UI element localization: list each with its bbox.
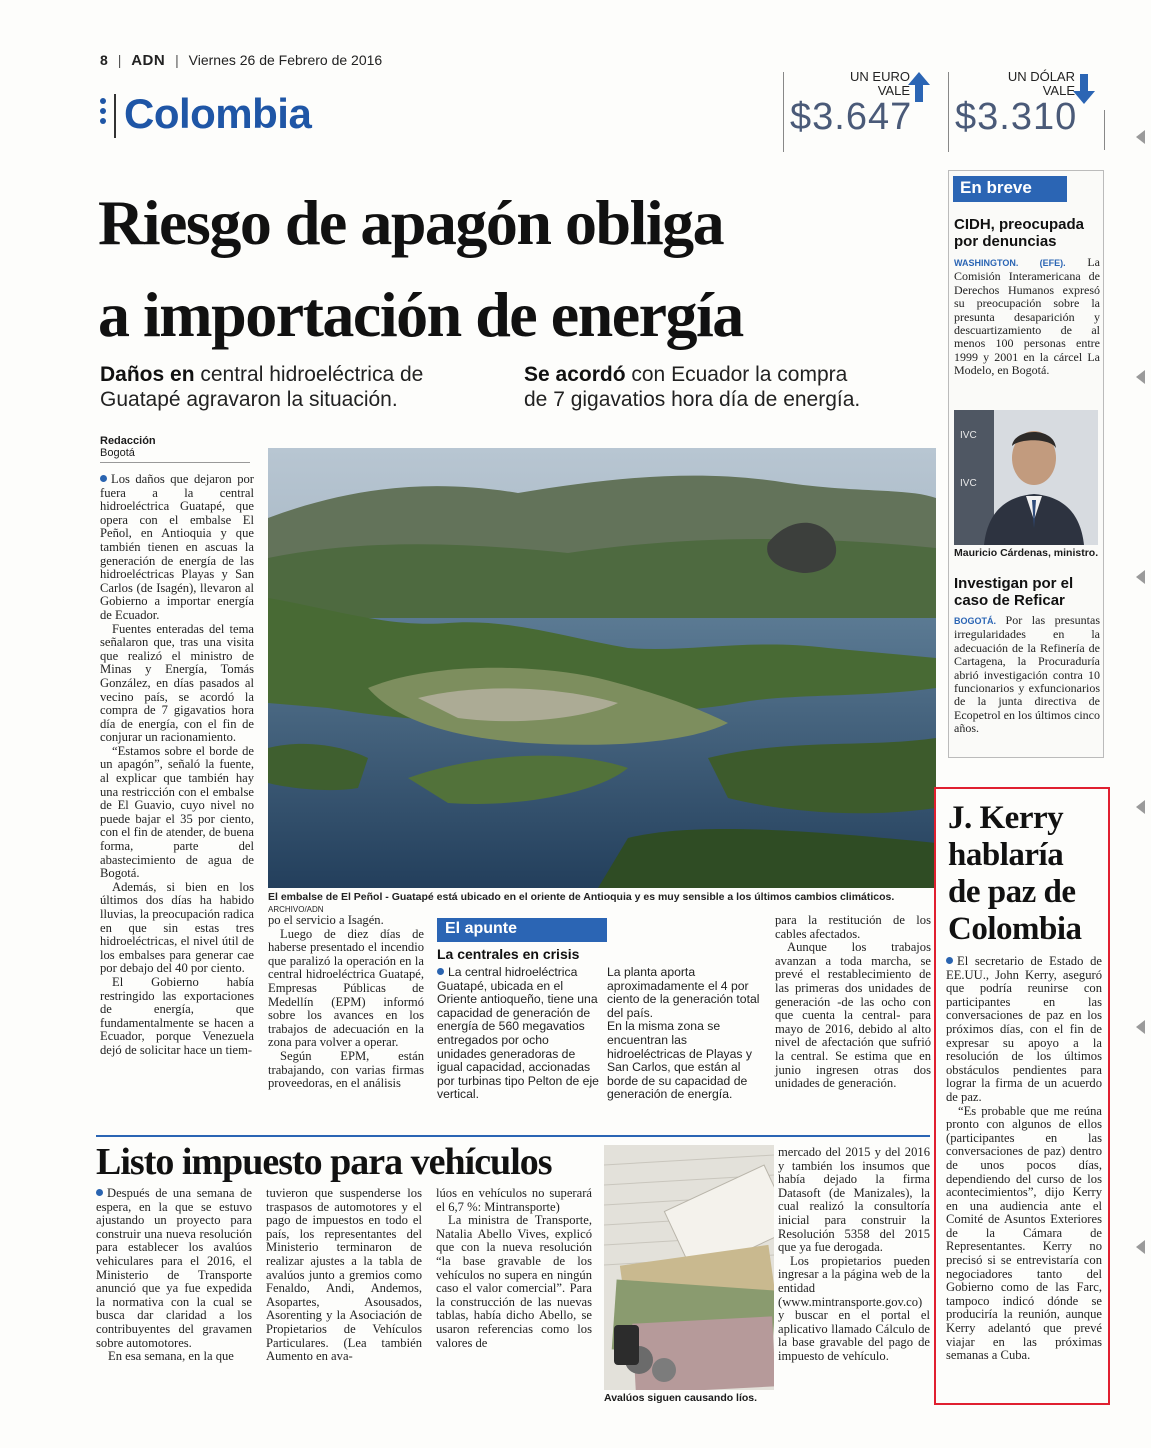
deck-1-line-2: Guatapé agravaron la situación. (100, 388, 398, 411)
apunte-title: La centrales en crisis (437, 946, 580, 962)
dollar-label: UN DÓLAR (1007, 69, 1075, 84)
section-title: Colombia (124, 90, 312, 137)
deck-2-rest: con Ecuador la compra (625, 363, 848, 386)
main-headline (98, 185, 948, 353)
paragraph: La ministra de Transporte, Natalia Abello Vives, explicó que con la nueva resolución “la base gravable de los vehículos no supera en ningún caso el valor comercial”. Para la construcción de las nuevas tablas, había dicho Abello, se usaron referencias como los valores de (436, 1213, 592, 1350)
deck-2-bold: Se acordó (524, 363, 626, 386)
svg-text:IVC: IVC (960, 430, 977, 441)
kerry-body (946, 955, 1102, 1363)
paragraph: Según EPM, están trabajando, con varias firmas proveedoras, en el análisis (268, 1048, 424, 1091)
page-edge-marker-icon (1136, 800, 1145, 814)
minister-photo-caption: Mauricio Cárdenas, ministro. (954, 547, 1099, 559)
apunte-column-b (607, 966, 761, 1102)
page-edge-marker-icon (1136, 570, 1145, 584)
paragraph: En esa semana, en la que (108, 1349, 234, 1364)
brief-item-1-text: WASHINGTON. (EFE). La Comisión Interamericana de Derechos Humanos expresó su preocupación sobre la presunta desaparición y descuartizamiento de al menos 100 personas entre 1999 y 2001 en la cárcel La Modelo, en Bogotá. (954, 255, 1100, 378)
paragraph: El Gobierno había restringido las exportaciones de energía, que fundamentalmente se hacen a Ecuador, porque Venezuela dejó de solicitar hace un tiem- (100, 974, 254, 1057)
brief-item-2-title: Investigan por el caso de Reficar (954, 575, 1074, 609)
dollar-label-vale: VALE (1042, 83, 1075, 98)
byline-author: Redacción (100, 435, 156, 447)
minister-photo (954, 410, 1098, 545)
banknotes-photo (604, 1145, 774, 1390)
banknotes-photo-caption: Avalúos siguen causando líos. (604, 1392, 758, 1404)
byline-city: Bogotá (100, 447, 135, 459)
brief-item-1-title: CIDH, preocupada por denuncias (954, 216, 1085, 250)
bullet-icon (946, 957, 953, 964)
arrow-up-icon (908, 72, 930, 102)
dollar-rate (955, 70, 1105, 150)
main-column-1 (100, 473, 254, 1058)
paragraph: Los daños que dejaron por fuera a la central hidroeléctrica Guatapé, que opera con el embalse El Peñol, en Antioquia y que también tienen en ascuas la generación de energía de las hidroeléctricas Playas y San Carlos (de Isagén), llevaron al Gobierno a importar energía de Ecuador. (100, 472, 254, 622)
photo-credit: ARCHIVO/ADN (268, 905, 324, 914)
paragraph: “Es probable que me reúna pronto con algunos de ellos (participantes en las conversaciones de paz) dentro de unos pocos días, dependiendo del curso de los acontecimientos”, dijo Kerry en una audiencia ante el Comité de Asuntos Exteriores de la Cámara de Representantes. Kerry no precisó si se entrevistaría con negociadores tanto del Gobierno como de las Farc, tampoco indicó dónde se produciría la reunión, aunque Kerry adelantó que prevé viajar en las próximas semanas a Cuba. (946, 1103, 1102, 1363)
rate-separator (1104, 110, 1105, 150)
vehicle-column-2 (266, 1187, 422, 1364)
deck-2 (524, 362, 934, 412)
euro-label-vale: VALE (877, 83, 910, 98)
deck-1-rest: central hidroeléctrica de (194, 363, 424, 386)
paragraph: para la restitución de los cables afectados. (775, 913, 931, 941)
brief-item-2-text: BOGOTÁ. Por las presuntas irregularidades en la adecuación de la Refinería de Cartagena, la Procuraduría abrió investigación contra 10 funcionarios y exfuncionarios de la junta directiva de Ecopetrol en los últimos cinco años. (954, 613, 1100, 736)
paragraph: lúos en vehículos no superará el 6,7 %: Mintransporte) (436, 1186, 592, 1214)
folio: 8 | ADN | Viernes 26 de Febrero de 2016 (100, 52, 383, 69)
section-divider (114, 94, 116, 138)
deck-2-line-2: de 7 gigavatios hora día de energía. (524, 388, 861, 411)
main-column-2 (268, 914, 424, 1091)
apunte-tag: El apunte (437, 918, 607, 942)
paragraph: Aunque los trabajos avanzan a toda marcha, se prevé el restablecimiento de las primeras dos unidades de generación -de las ocho con que cuenta la central- para mayo de 2016, debido al alto nivel de afectación que sufrió la central. Se estima que en junio ingresen otras dos unidades de generación. (775, 940, 931, 1091)
paragraph: La planta aporta aproximadamente el 4 por ciento de la generación total del país. (607, 965, 760, 1020)
paragraph: “Estamos sobre el borde de un apagón”, señaló la fuente, al explicar que también hay una restricción con el embalse de El Guavio, cuyo nivel no puede bajar el 35 por ciento, con el fin de atender, de buena forma, parte del abastecimiento de agua de Bogotá. (100, 743, 254, 881)
vehicle-headline: Listo impuesto para vehículos (96, 1141, 552, 1183)
apunte-column-a: La central hidroeléctrica Guatapé, ubicada en el Oriente antioqueño, tiene una capacidad de generación de energía de 560 megavatios entregados por ocho unidades generadoras de igual capacidad, accionadas por turbinas tipo Pelton de eje vertical. (437, 965, 599, 1102)
issue-date: Viernes 26 de Febrero de 2016 (188, 52, 383, 68)
vehicle-column-1 (96, 1187, 252, 1364)
euro-rate (790, 70, 940, 150)
brand-logo: ADN (131, 52, 166, 69)
paragraph: po el servicio a Isagén. (268, 913, 384, 927)
paragraph: Fuentes enteradas del tema señalaron que, tras una visita que realizó el ministro de Minas y Energía, Tomás González, en días pasados al vecino país, se acordó la compra de 7 gigavatios hora día de energía, con el fin de conjurar un racionamiento. (100, 621, 254, 745)
svg-text:IVC: IVC (960, 478, 977, 489)
paragraph: tuvieron que suspenderse los traspasos de automotores y el pago de impuestos en todo el país, los representantes del Ministerio terminaron de realizar ajustes a la tabla de avalúos junto a gremios como Fenaldo, Andi, Andemos, Asopartes, Asousados, Asorenting y la Asociación de Propietarios de Vehículos Particulares. (Lea también Aumento en ava- (266, 1186, 422, 1364)
dollar-value: $3.310 (955, 96, 1078, 138)
euro-label: UN EURO (850, 69, 910, 84)
dateline: WASHINGTON. (EFE). (954, 258, 1066, 268)
arrow-down-icon (1073, 74, 1095, 104)
paragraph: En la misma zona se encuentran las hidroeléctricas de Playas y San Carlos, que están al borde de su capacidad de generación de energía. (607, 1019, 752, 1102)
euro-value: $3.647 (790, 96, 913, 138)
paragraph: Después de una semana de espera, en la que se estuvo ajustando un proyecto para construir una nueva resolución para establecer los avalúos vehiculares para el 2016, el Ministerio de Transporte anunció que ya fue expedida la normativa con la cual se busca dar claridad a los contribuyentes del gravamen sobre automotores. (96, 1186, 252, 1350)
page-number: 8 (100, 52, 108, 68)
kerry-headline: J. Kerry hablaría de paz de Colombia (948, 800, 1082, 947)
page-edge-marker-icon (1136, 1240, 1145, 1254)
byline (100, 435, 156, 459)
brief-tag: En breve (953, 176, 1067, 202)
main-column-5 (775, 914, 931, 1091)
bullet-icon (96, 1189, 103, 1196)
dateline: BOGOTÁ. (954, 616, 996, 626)
photo-caption: El embalse de El Peñol - Guatapé está ubicado en el oriente de Antioquia y es muy sensible a los últimos cambios climáticos. ARCHIVO/ADN (268, 891, 895, 914)
page-edge-marker-icon (1136, 130, 1145, 144)
bullet-icon (100, 475, 107, 482)
guatape-reservoir-photo (268, 448, 936, 888)
paragraph: Además, si bien en los últimos dos días ha habido lluvias, la preocupación radica en que sin estas tres hidroeléctricas, el nivel útil de los embalses para generar cae por debajo del 40 por ciento. (100, 879, 254, 976)
deck-1-bold: Daños en (100, 363, 195, 386)
vehicle-column-5 (778, 1146, 930, 1364)
page-edge-marker-icon (1136, 1020, 1145, 1034)
paragraph: Luego de diez días de haberse presentado el incendio que paralizó la operación en la central hidroeléctrica Guatapé, Empresas Públicas de Medellín (EPM) informó sobre los avances en los trabajos de adecuación en la zona para volver a operar. (268, 926, 424, 1050)
vehicle-column-3 (436, 1187, 592, 1350)
story-divider (96, 1135, 930, 1137)
rate-separator (948, 72, 949, 152)
paragraph: El secretario de Estado de EE.UU., John Kerry, aseguró que podría reunirse con participantes en las conversaciones de paz en los próximos días, con el fin de expresar su apoyo a la resolución de los últimos obstáculos pendientes para lograr la firma de un acuerdo de paz. (946, 954, 1102, 1104)
headline-line-2: a importación de energía (98, 279, 743, 350)
paragraph: mercado del 2015 y del 2016 y también los insumos que había dejado la firma Datasoft (de Manizales), la cual realizó la consultoría inicial para construir la Resolución 5358 del 2015 que ya fue derogada. (778, 1145, 930, 1255)
headline-line-1: Riesgo de apagón obliga (98, 187, 724, 258)
deck-1 (100, 362, 510, 412)
bullet-icon (437, 968, 444, 975)
rate-separator (783, 72, 784, 152)
section-dots-icon (100, 98, 108, 134)
byline-rule (100, 462, 250, 463)
paragraph: Los propietarios pueden ingresar a la página web de la entidad (www.mintransporte.gov.co) y buscar en el portal el aplicativo llamado Cálculo de la base gravable del pago de impuesto de vehículo. (778, 1253, 930, 1363)
page-edge-marker-icon (1136, 370, 1145, 384)
